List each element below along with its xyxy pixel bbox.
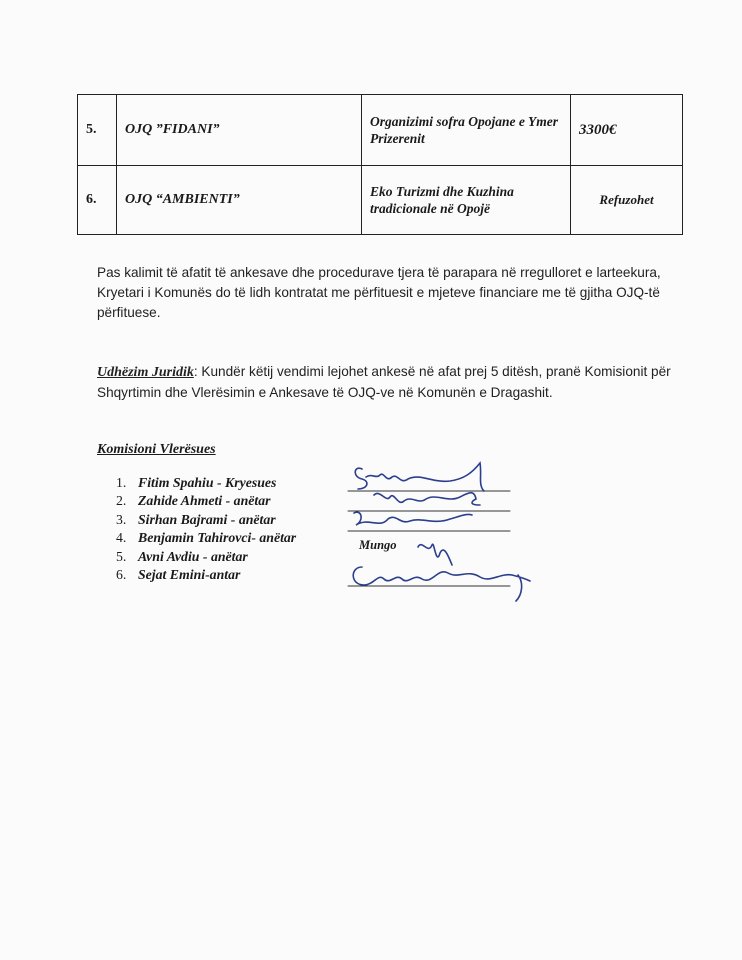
list-item: 6. Sejat Emini-antar	[116, 567, 241, 583]
table-row	[78, 95, 683, 166]
grant-amount: 3300€	[571, 95, 683, 166]
absent-note: Mungo	[359, 538, 397, 552]
signatures	[340, 455, 540, 605]
organization-name: OJQ “AMBIENTI”	[117, 166, 362, 235]
legal-instruction	[97, 362, 677, 403]
row-number: 6.	[78, 166, 117, 235]
project-title: Organizimi sofra Opojane e Ymer Prizerenit	[362, 95, 571, 166]
project-title: Eko Turizmi dhe Kuzhina tradicionale në Opojë	[362, 166, 571, 235]
row-number: 5.	[78, 95, 117, 166]
list-item: 4. Benjamin Tahirovci- anëtar	[116, 530, 297, 546]
list-item: 1. Fitim Spahiu - Kryesues	[116, 475, 277, 490]
list-item: 3. Sirhan Bajrami - anëtar	[116, 511, 276, 527]
contracts-paragraph: Pas kalimit të afatit të ankesave dhe procedurave tjera të parapara në rregulloret e larteekura, Kryetari i Komunës do të lidh kontratat me përfituesit e mjeteve financiare me të gjitha OJQ-të përfituese.	[97, 265, 661, 320]
list-item: 5. Avni Avdiu - anëtar	[116, 548, 248, 564]
list-item: 2. Zahide Ahmeti - anëtar	[116, 493, 271, 509]
legal-instruction-label: Udhëzim Juridik	[97, 365, 194, 380]
grants-table	[77, 94, 683, 235]
organization-name: OJQ ”FIDANI”	[117, 95, 362, 166]
legal-instruction-text: : Kundër këtij vendimi lejohet ankesë në afat prej 5 ditësh, pranë Komisionit për Shqyrtimin dhe Vlerësimin e Ankesave të OJQ-ve në Komunën e Dragashit.	[97, 364, 671, 400]
commission-members	[116, 474, 296, 584]
commission-title: Komisioni Vlerësues	[97, 442, 216, 457]
grant-amount: Refuzohet	[571, 166, 683, 235]
table-row	[78, 166, 683, 235]
